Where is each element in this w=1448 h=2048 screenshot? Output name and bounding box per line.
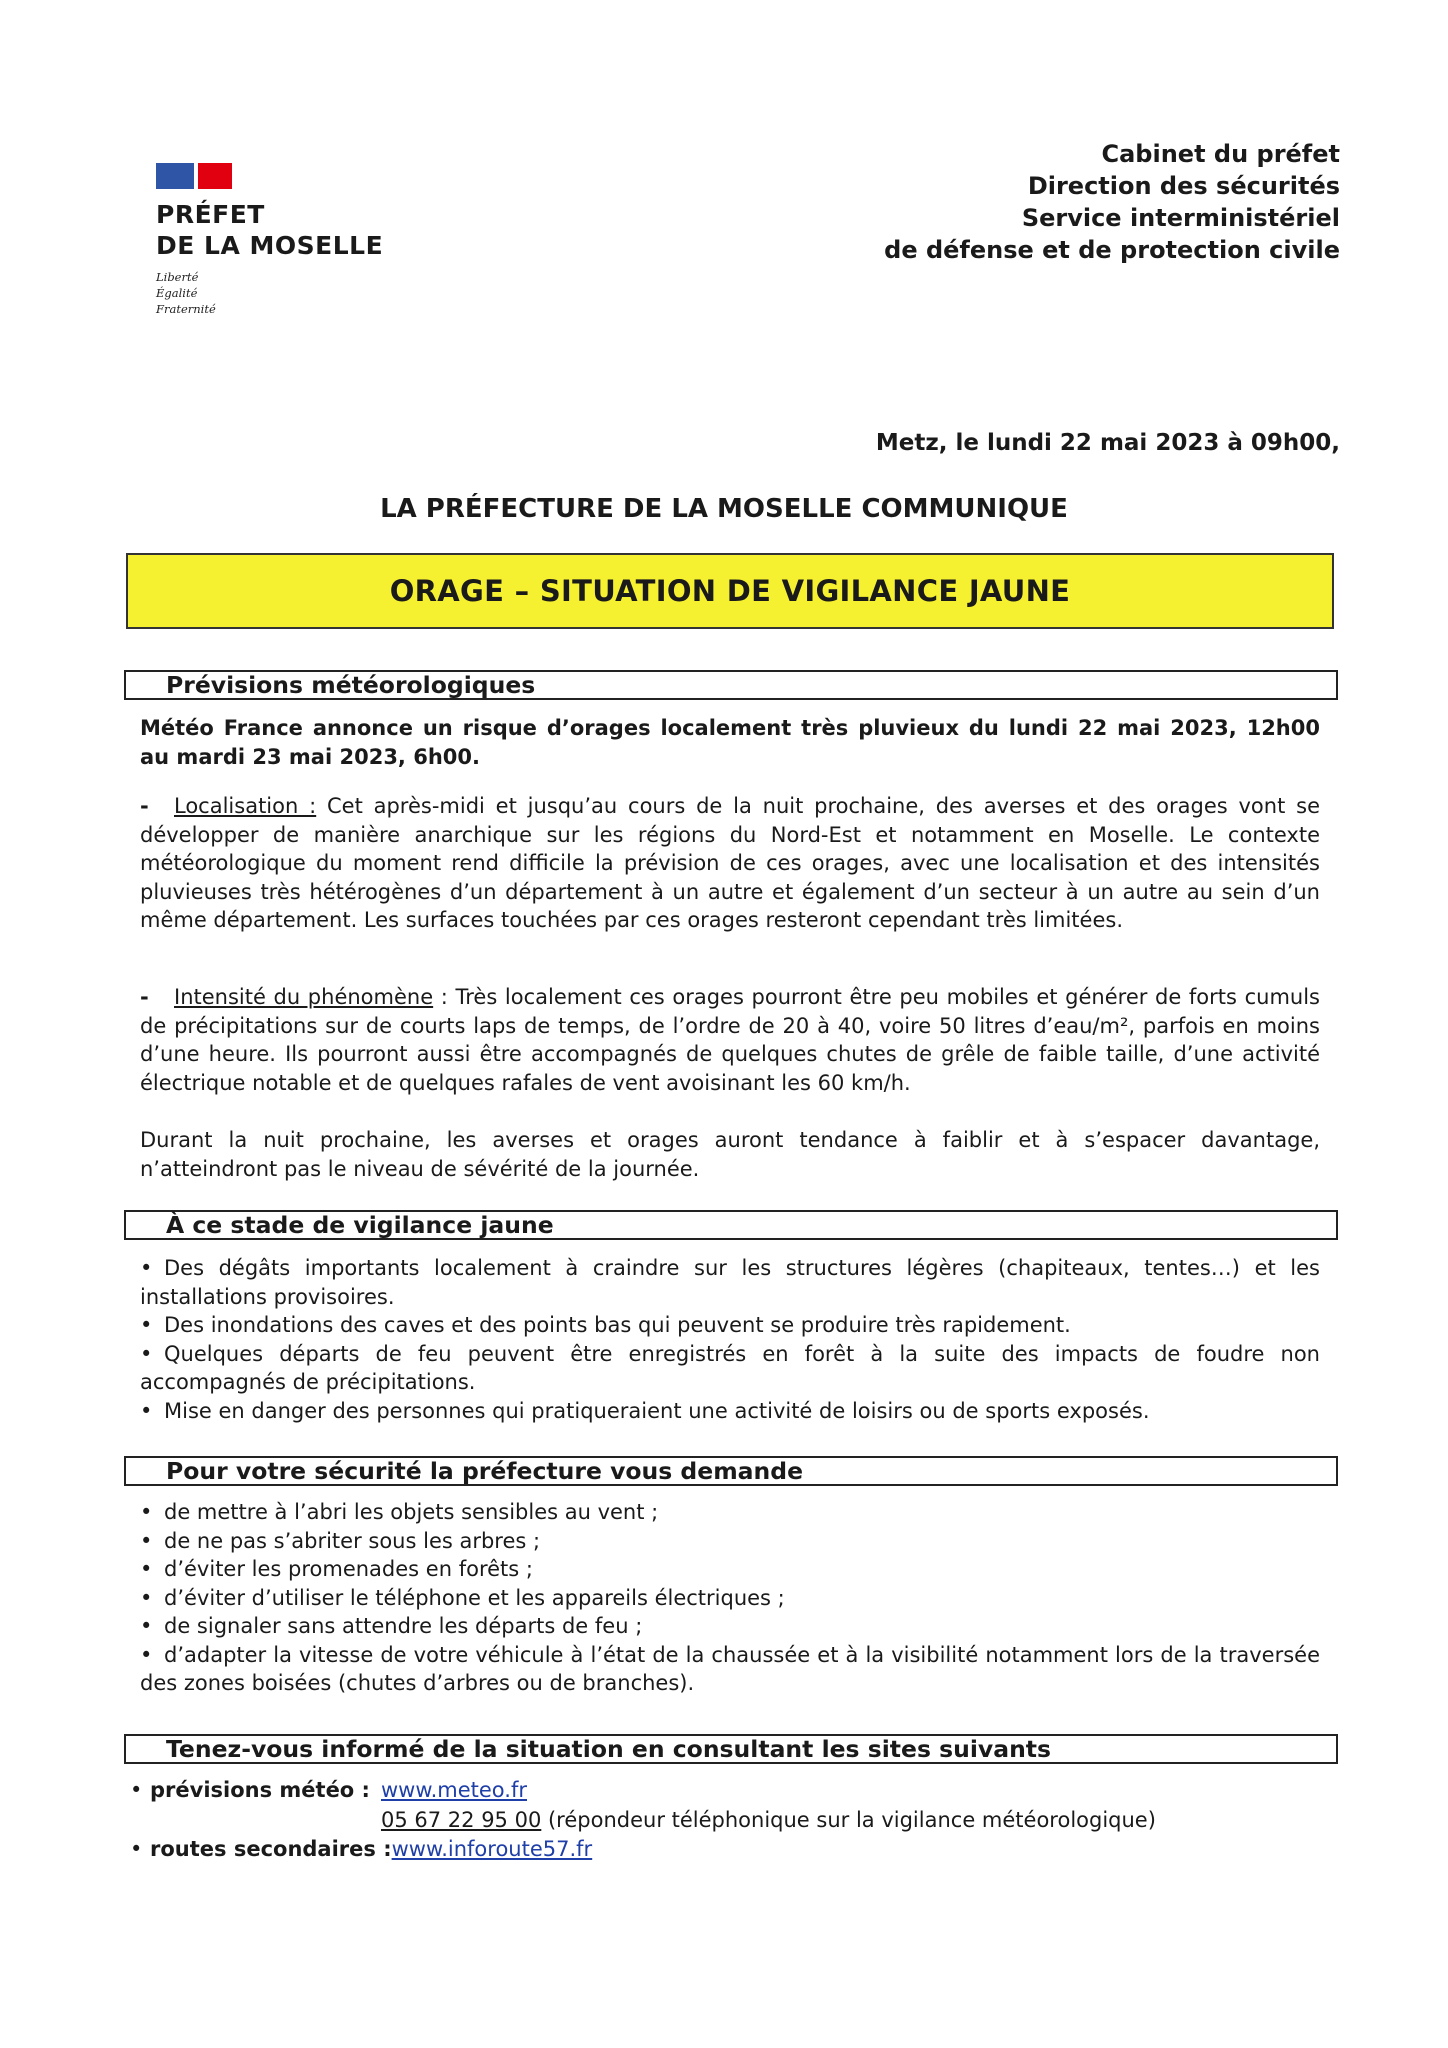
routes-link[interactable]: www.inforoute57.fr [391,1837,593,1861]
list-item: • Des dégâts importants localement à craindre sur les structures légères (chapiteaux, tentes…) et les installations provisoires. [140,1256,1320,1309]
header-line: Cabinet du préfet [1101,140,1340,168]
header-line: Service interministériel [1021,204,1340,232]
list-item: • Quelques départs de feu peuvent être enregistrés en forêt à la suite des impacts de foudre non accompagnés de précipitations. [140,1341,1320,1394]
logo-line-1: PRÉFET [156,200,265,229]
intensite-text: : Très localement ces orages pourront être peu mobiles et générer de forts cumuls de précipitations sur de courts laps de temps, de l’ordre de 20 à 40, voire 50 litres d’eau/m², parfois en moins d’une heure. Ils pourront aussi être accompagnés de quelques chutes de grêle de faible taille, d’une activité électrique notable et de quelques rafales de vent avoisinant les 60 km/h. [140,985,1320,1095]
list-item: • d’éviter d’utiliser le téléphone et les appareils électriques ; [140,1585,785,1610]
section-header-info: Tenez-vous informé de la situation en consultant les sites suivants [124,1734,1338,1764]
list-item: • de mettre à l’abri les objets sensibles au vent ; [140,1500,659,1524]
vigilance-alert-banner [126,553,1334,629]
phone-description: (répondeur téléphonique sur la vigilance météorologique) [541,1808,1156,1832]
meteo-link[interactable]: www.meteo.fr [381,1778,527,1802]
logo-motto [156,269,416,317]
vigilance-list [140,1254,1320,1425]
issuing-service [884,138,1340,266]
logo-line-2: DE LA MOSELLE [156,231,384,260]
routes-row: • routes secondaires :www.inforoute57.fr [130,1837,593,1861]
localisation-paragraph [140,792,1320,935]
meteo-label: prévisions météo : [150,1778,370,1802]
section-header-securite: Pour votre sécurité la préfecture vous demande [124,1456,1338,1486]
date-line: Metz, le lundi 22 mai 2023 à 09h00, [875,430,1340,456]
marianne-flag-icon [156,163,232,189]
motto-fraternite: Fraternité [156,302,216,316]
motto-egalite: Égalité [156,286,198,300]
header-line: Direction des sécurités [1027,172,1340,200]
dash-marker: - [140,985,149,1009]
list-item: • Mise en danger des personnes qui pratiqueraient une activité de loisirs ou de sports exposés. [140,1398,1150,1423]
dash-marker: - [140,794,149,818]
meteo-row: • prévisions météo : [130,1778,370,1802]
previsions-intro: Météo France annonce un risque d’orages localement très pluvieux du lundi 22 mai 2023, 12h00 au mardi 23 mai 2023, 6h00. [140,716,1320,769]
list-item: • d’adapter la vitesse de votre véhicule à l’état de la chaussée et à la visibilité notamment lors de la traversée des zones boisées (chutes d’arbres ou de branches). [140,1642,1320,1695]
prefecture-logo [156,163,416,317]
securite-list [140,1498,1320,1698]
alert-title: ORAGE – SITUATION DE VIGILANCE JAUNE [389,574,1071,608]
list-item: • de signaler sans attendre les départs de feu ; [140,1614,643,1638]
list-item: • Des inondations des caves et des points bas qui peuvent se produire très rapidement. [140,1313,1071,1337]
intensite-label: Intensité du phénomène [174,985,434,1009]
motto-liberte: Liberté [156,270,199,284]
routes-label: routes secondaires : [150,1837,392,1861]
localisation-label: Localisation : [174,794,317,818]
localisation-text: Cet après-midi et jusqu’au cours de la nuit prochaine, des averses et des orages vont se développer de manière anarchique sur les régions du Nord-Est et notamment en Moselle. Le contexte météorologique du moment rend difficile la prévision de ces orages, avec une localisation et des intensités pluvieuses très hétérogènes d’un département à un autre et également d’un secteur à un autre au sein d’un même département. Les surfaces touchées par ces orages resteront cependant très limitées. [140,794,1320,932]
section-header-previsions: Prévisions météorologiques [124,670,1338,700]
nuit-paragraph: Durant la nuit prochaine, les averses et orages auront tendance à faiblir et à s’espacer davantage, n’atteindront pas le niveau de sévérité de la journée. [140,1128,1320,1181]
section-header-vigilance: À ce stade de vigilance jaune [124,1210,1338,1240]
intensite-paragraph [140,983,1320,1097]
list-item: • de ne pas s’abriter sous les arbres ; [140,1528,541,1553]
communique-title: LA PRÉFECTURE DE LA MOSELLE COMMUNIQUE [380,494,1068,524]
list-item: • d’éviter les promenades en forêts ; [140,1557,533,1581]
header-line: de défense et de protection civile [884,236,1340,264]
phone-row [381,1806,1156,1834]
phone-number[interactable]: 05 67 22 95 00 [381,1808,542,1832]
